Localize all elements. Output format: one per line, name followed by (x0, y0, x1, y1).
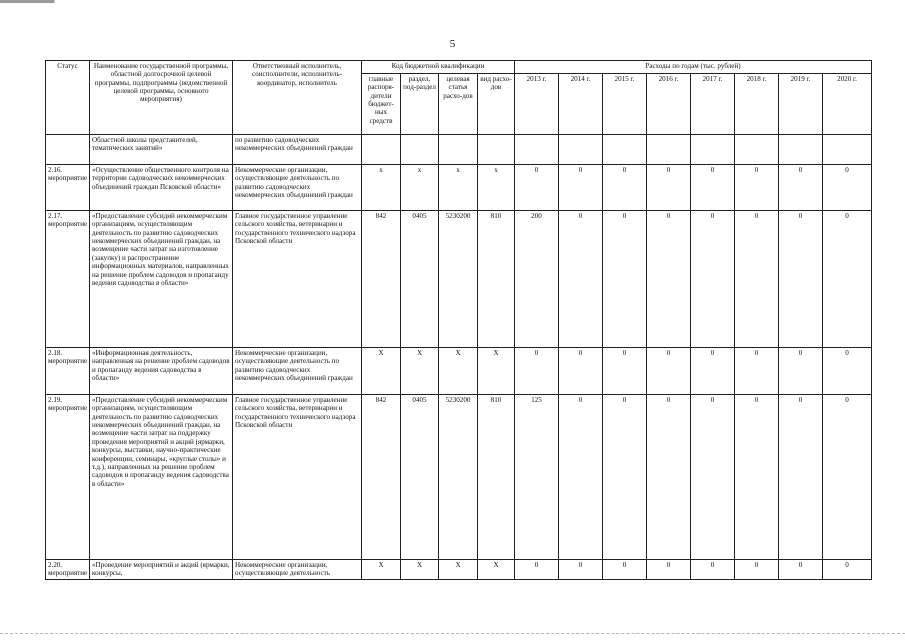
header-year: 2014 г. (559, 74, 603, 135)
cell-value: 0 (647, 560, 691, 580)
cell-code: х (362, 165, 401, 211)
cell-value: 0 (559, 560, 603, 580)
cell-empty (779, 135, 823, 165)
cell-code: 5230200 (439, 211, 478, 348)
cell-value: 0 (823, 165, 872, 211)
cell-value: 0 (691, 395, 735, 560)
header-code-article: целевая статья расхо-дов (439, 74, 478, 135)
cell-status (46, 135, 90, 165)
cell-code: 5230200 (439, 395, 478, 560)
cell-value: 0 (735, 165, 779, 211)
cell-status: 2.18. мероприятие (46, 348, 90, 395)
cell-code: 842 (362, 211, 401, 348)
cell-value: 0 (779, 165, 823, 211)
cell-value: 0 (603, 560, 647, 580)
table-row (46, 348, 872, 395)
cell-empty (439, 135, 478, 165)
cell-value: 0 (779, 348, 823, 395)
cell-empty (362, 135, 401, 165)
cell-code: Х (478, 560, 515, 580)
header-expenses-group: Расходы по годам (тыс. рублей) (515, 61, 872, 74)
budget-table (45, 60, 872, 580)
page-number: 5 (449, 38, 456, 50)
header-name: Наименование государственной программы, областной долгосрочной целевой программы, подпрограммы (ведомственной целевой программы, основного мероприятия) (90, 61, 233, 135)
cell-value: 0 (559, 348, 603, 395)
cell-value: 0 (647, 395, 691, 560)
cell-value: 0 (603, 348, 647, 395)
cell-name: «Информационная деятельность, направленная на решение проблем садоводов и пропаганду ведения садоводства в области» (90, 348, 233, 395)
header-executor: Ответственный исполнитель, соисполнители, исполнитель-координатор, исполнитель (233, 61, 362, 135)
table-row-continuation (46, 135, 872, 165)
cell-value: 0 (823, 560, 872, 580)
cell-code: Х (439, 348, 478, 395)
cell-code: х (401, 165, 439, 211)
cell-executor: Главное государственное управление сельского хозяйства, ветеринарии и государственного технического надзора Псковской области (233, 211, 362, 348)
cell-status: 2.19. мероприятие (46, 395, 90, 560)
cell-value: 0 (691, 211, 735, 348)
cell-value: 0 (603, 395, 647, 560)
cell-empty (647, 135, 691, 165)
header-year: 2015 г. (603, 74, 647, 135)
cell-code: Х (401, 348, 439, 395)
cell-code: Х (362, 560, 401, 580)
scan-edge-top (0, 0, 905, 3)
cell-name: «Проведение мероприятий и акций (ярмарки, конкурсы, (90, 560, 233, 580)
cell-value: 0 (559, 211, 603, 348)
cell-value: 0 (515, 165, 559, 211)
header-year: 2020 г. (823, 74, 872, 135)
cell-value: 0 (735, 211, 779, 348)
table-row (46, 211, 872, 348)
cell-value: 0 (647, 165, 691, 211)
cell-value: 0 (691, 165, 735, 211)
cell-code: 0405 (401, 395, 439, 560)
cell-status: 2.17. мероприятие (46, 211, 90, 348)
cell-code: Х (439, 560, 478, 580)
table-row (46, 395, 872, 560)
cell-value: 0 (779, 560, 823, 580)
header-year: 2013 г. (515, 74, 559, 135)
table-row (46, 165, 872, 211)
cell-empty (401, 135, 439, 165)
cell-value: 0 (691, 348, 735, 395)
cell-value: 0 (691, 560, 735, 580)
header-year: 2016 г. (647, 74, 691, 135)
cell-value: 0 (779, 211, 823, 348)
cell-empty (515, 135, 559, 165)
header-code-section: раздел, под-раздел (401, 74, 439, 135)
header-code-type: вид расхо-дов (478, 74, 515, 135)
cell-status: 2.20. мероприятие (46, 560, 90, 580)
cell-code: 810 (478, 211, 515, 348)
header-budget-code-group: Код бюджетной квалификации (362, 61, 515, 74)
cell-value: 0 (515, 560, 559, 580)
cell-empty (823, 135, 872, 165)
cell-executor: Некоммерческие организации, осуществляющие деятельность по развитию садоводческих некоммерческих объединений граждан (233, 348, 362, 395)
header-year: 2018 г. (735, 74, 779, 135)
cell-code: Х (401, 560, 439, 580)
header-year: 2019 г. (779, 74, 823, 135)
cell-value: 0 (559, 165, 603, 211)
cell-value: 0 (823, 348, 872, 395)
cell-name: «Предоставление субсидий некоммерческим организациям, осуществляющим деятельность по развитию садоводческих некоммерческих объединений граждан, на возмещение части затрат на изготовление (закупку) и распространение информационных материалов, направленных на решение проблем садоводов и пропаганду ведения садоводства в области» (90, 211, 233, 348)
header-status: Статус (46, 61, 90, 135)
cell-status: 2.16. мероприятие (46, 165, 90, 211)
cell-empty (735, 135, 779, 165)
header-code-gr: главные распоря-дители бюджет-ных средств (362, 74, 401, 135)
cell-code: Х (362, 348, 401, 395)
cell-executor: Главное государственное управление сельского хозяйства, ветеринарии и государственного технического надзора Псковской области (233, 395, 362, 560)
cell-empty (691, 135, 735, 165)
cell-value: 0 (823, 395, 872, 560)
cell-code: 842 (362, 395, 401, 560)
cell-code: х (478, 165, 515, 211)
table-row (46, 560, 872, 580)
cell-value: 0 (647, 348, 691, 395)
cell-name: «Предоставление субсидий некоммерческим организациям, осуществляющим деятельность по развитию садоводческих некоммерческих объединений граждан, на возмещение части затрат на поддержку проведения мероприятий и акций (ярмарки, конкурсы, выставки, научно-практические конференции, семинары, «круглые столы» и т.д.), направленных на решение проблем садоводов и пропаганду ведения садоводства в области» (90, 395, 233, 560)
cell-executor: Некоммерческие организации, осуществляющие деятельность (233, 560, 362, 580)
cell-value: 0 (603, 211, 647, 348)
cell-code: х (439, 165, 478, 211)
scan-edge-bottom (0, 633, 905, 634)
cell-code: 810 (478, 395, 515, 560)
cell-code: Х (478, 348, 515, 395)
cell-value: 0 (735, 560, 779, 580)
cell-empty (559, 135, 603, 165)
cell-value: 0 (515, 348, 559, 395)
cell-value: 200 (515, 211, 559, 348)
cell-name: Областной школы представителей, тематических занятий» (90, 135, 233, 165)
cell-value: 0 (647, 211, 691, 348)
cell-value: 125 (515, 395, 559, 560)
cell-code: 0405 (401, 211, 439, 348)
cell-value: 0 (779, 395, 823, 560)
cell-empty (478, 135, 515, 165)
cell-empty (603, 135, 647, 165)
cell-value: 0 (603, 165, 647, 211)
cell-value: 0 (735, 348, 779, 395)
header-year: 2017 г. (691, 74, 735, 135)
cell-value: 0 (823, 211, 872, 348)
cell-executor: Некоммерческие организации, осуществляющие деятельность по развитию садоводческих некоммерческих объединений граждан (233, 165, 362, 211)
cell-value: 0 (559, 395, 603, 560)
cell-executor: по развитию садоводческих некоммерческих объединений граждан (233, 135, 362, 165)
cell-name: «Осуществление общественного контроля на территории садоводческих некоммерческих объединений граждан Псковской области» (90, 165, 233, 211)
cell-value: 0 (735, 395, 779, 560)
